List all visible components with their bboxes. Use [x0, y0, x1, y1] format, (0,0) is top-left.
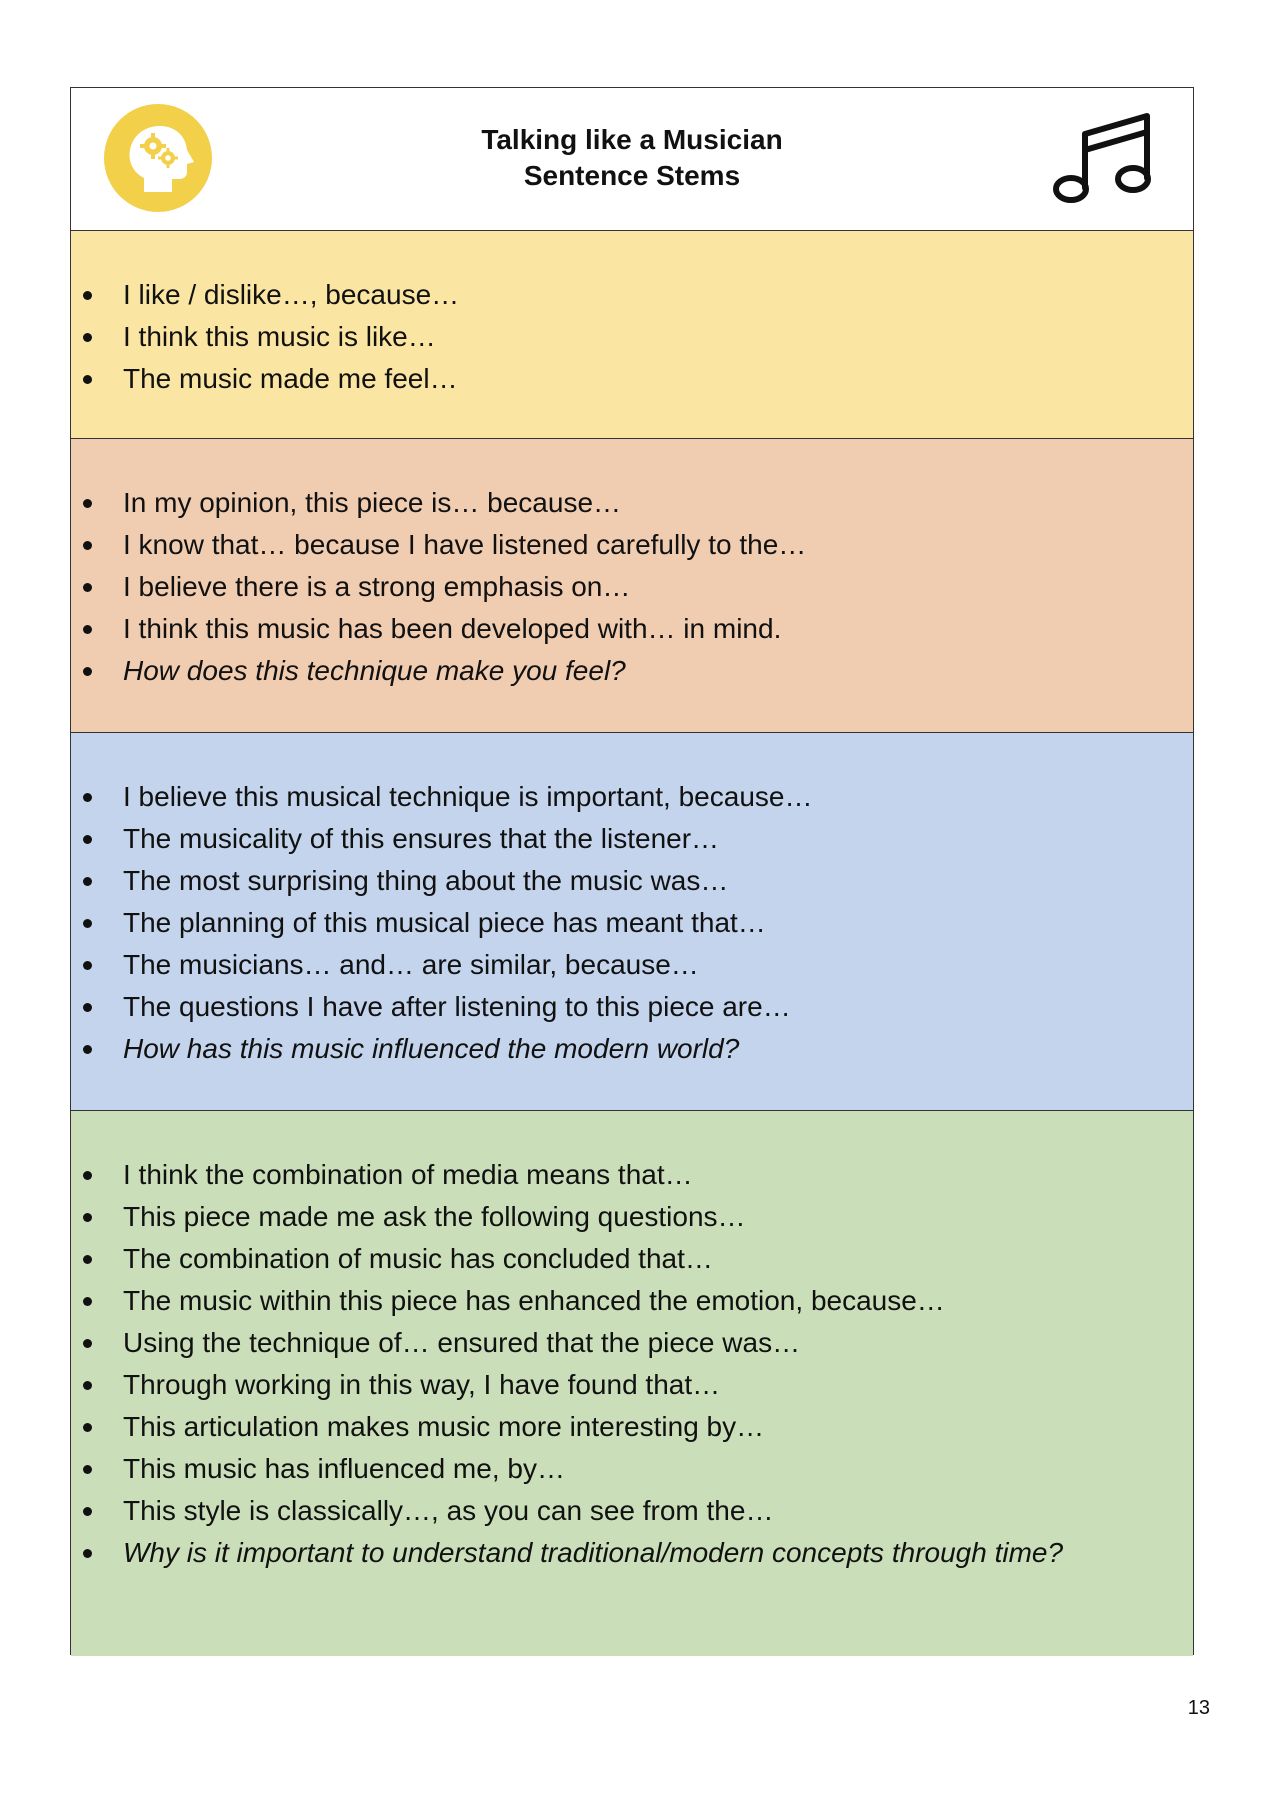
page-number: 13 — [1187, 1697, 1210, 1719]
music-notes-icon — [1049, 110, 1153, 210]
bullet-icon — [83, 835, 92, 844]
list-item — [71, 1238, 1193, 1280]
bullet-icon — [83, 877, 92, 886]
stem-text: The planning of this musical piece has meant that… — [123, 907, 766, 938]
list-item — [71, 1532, 1193, 1574]
title-line-2: Sentence Stems — [523, 160, 741, 191]
bullet-icon — [83, 793, 92, 802]
stems-section-4 — [71, 1111, 1193, 1656]
bullet-icon — [83, 961, 92, 970]
list-item — [71, 860, 1193, 902]
stem-text: I think this music is like… — [123, 321, 436, 352]
stem-text: The most surprising thing about the music was… — [123, 865, 729, 896]
title-line-1: Talking like a Musician — [481, 124, 783, 155]
stem-text: How has this music influenced the modern world? — [123, 1033, 740, 1064]
bullet-icon — [83, 499, 92, 508]
stems-section-3 — [71, 733, 1193, 1111]
bullet-icon — [83, 1255, 92, 1264]
stem-text: I think the combination of media means that… — [123, 1159, 693, 1190]
list-item — [71, 358, 1193, 400]
stem-text: Why is it important to understand traditional/modern concepts through time? — [123, 1537, 1064, 1568]
bullet-icon — [83, 1339, 92, 1348]
stems-section-1 — [71, 231, 1193, 439]
stem-text: The questions I have after listening to this piece are… — [123, 991, 791, 1022]
stem-text: How does this technique make you feel? — [123, 655, 626, 686]
list-item — [71, 316, 1193, 358]
stem-text: This style is classically…, as you can see from the… — [123, 1495, 774, 1526]
list-item — [71, 1448, 1193, 1490]
list-item — [71, 818, 1193, 860]
stem-text: I know that… because I have listened carefully to the… — [123, 529, 807, 560]
bullet-icon — [83, 919, 92, 928]
bullet-icon — [83, 541, 92, 550]
bullet-icon — [83, 1045, 92, 1054]
stem-text: The musicality of this ensures that the listener… — [123, 823, 720, 854]
stem-text: In my opinion, this piece is… because… — [123, 487, 622, 518]
list-item — [71, 1196, 1193, 1238]
sentence-stems-sheet — [70, 87, 1194, 1655]
list-item — [71, 524, 1193, 566]
stem-text: The music within this piece has enhanced the emotion, because… — [123, 1285, 945, 1316]
list-item — [71, 1028, 1193, 1070]
list-item — [71, 986, 1193, 1028]
bullet-icon — [83, 1465, 92, 1474]
bullet-icon — [83, 291, 92, 300]
stem-text: I think this music has been developed with… in mind. — [123, 613, 782, 644]
list-item — [71, 1490, 1193, 1532]
page-title — [71, 122, 1193, 194]
stem-text: I believe there is a strong emphasis on… — [123, 571, 631, 602]
list-item — [71, 944, 1193, 986]
sheet-header — [71, 88, 1193, 231]
stem-text: The combination of music has concluded that… — [123, 1243, 713, 1274]
stem-text: The music made me feel… — [123, 363, 458, 394]
stem-text: This articulation makes music more interesting by… — [123, 1411, 765, 1442]
list-item — [71, 1364, 1193, 1406]
bullet-icon — [83, 1549, 92, 1558]
stem-text: The musicians… and… are similar, because… — [123, 949, 699, 980]
list-item — [71, 566, 1193, 608]
stem-text: Using the technique of… ensured that the piece was… — [123, 1327, 801, 1358]
bullet-icon — [83, 583, 92, 592]
bullet-icon — [83, 1213, 92, 1222]
list-item — [71, 1406, 1193, 1448]
bullet-icon — [83, 1381, 92, 1390]
stem-text: This piece made me ask the following questions… — [123, 1201, 746, 1232]
list-item — [71, 1322, 1193, 1364]
list-item — [71, 776, 1193, 818]
stems-list — [71, 482, 1193, 692]
bullet-icon — [83, 333, 92, 342]
bullet-icon — [83, 1507, 92, 1516]
list-item — [71, 608, 1193, 650]
list-item — [71, 650, 1193, 692]
stem-text: Through working in this way, I have found that… — [123, 1369, 721, 1400]
list-item — [71, 902, 1193, 944]
bullet-icon — [83, 667, 92, 676]
stems-list — [71, 776, 1193, 1070]
bullet-icon — [83, 625, 92, 634]
bullet-icon — [83, 1297, 92, 1306]
stems-section-2 — [71, 439, 1193, 733]
list-item — [71, 274, 1193, 316]
stems-list — [71, 1154, 1193, 1574]
list-item — [71, 1280, 1193, 1322]
bullet-icon — [83, 375, 92, 384]
list-item — [71, 1154, 1193, 1196]
stem-text: I believe this musical technique is important, because… — [123, 781, 813, 812]
stem-text: I like / dislike…, because… — [123, 279, 460, 310]
bullet-icon — [83, 1171, 92, 1180]
bullet-icon — [83, 1423, 92, 1432]
stems-list — [71, 274, 1193, 400]
bullet-icon — [83, 1003, 92, 1012]
stem-text: This music has influenced me, by… — [123, 1453, 565, 1484]
list-item — [71, 482, 1193, 524]
